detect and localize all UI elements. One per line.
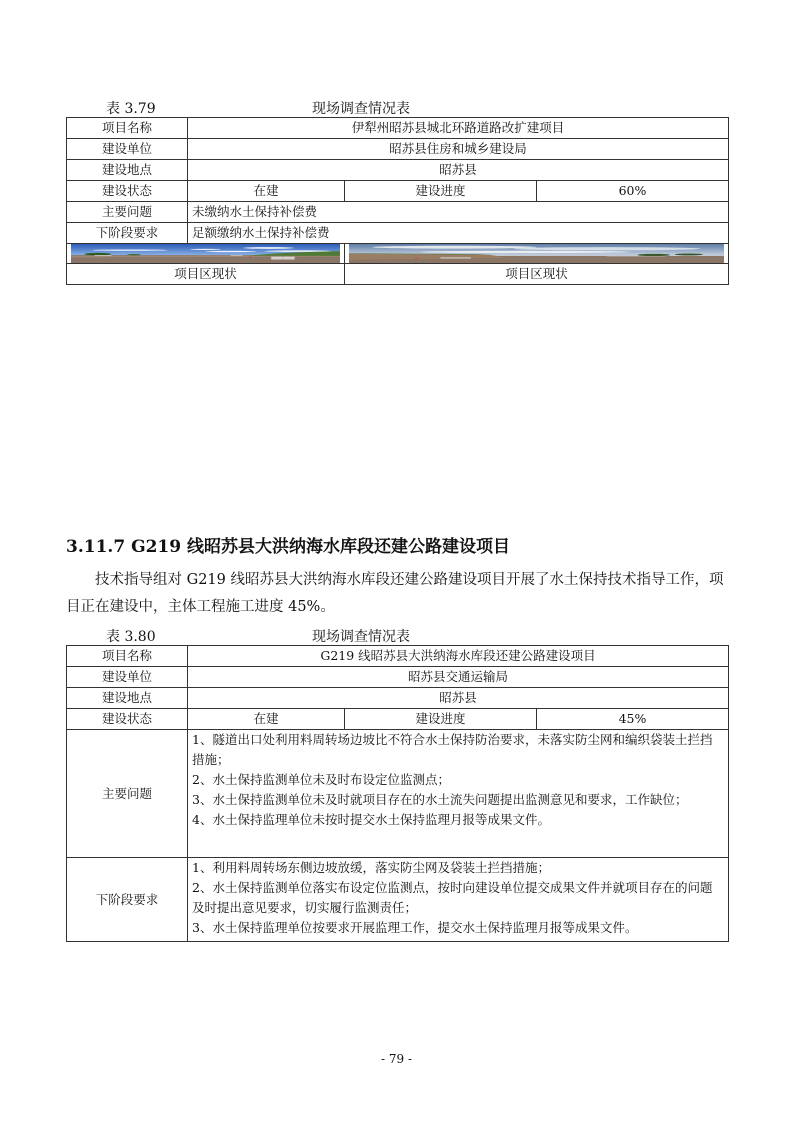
value-project-name: G219 线昭苏县大洪纳海水库段还建公路建设项目 <box>188 646 729 667</box>
paragraph-text: 技术指导组对 G219 线昭苏县大洪纳海水库段还建公路建设项目开展了水土保持技术指导工作，项目正在建设中，主体工程施工进度 45%。 <box>66 572 724 615</box>
table-title: 现场调查情况表 <box>312 101 410 117</box>
label-project-name: 项目名称 <box>67 646 188 667</box>
label-main-issues: 主要问题 <box>67 730 188 858</box>
table-title: 现场调查情况表 <box>312 629 410 645</box>
issue-item: 3、水土保持监测单位未及时就项目存在的水土流失问题提出监测意见和要求，工作缺位； <box>192 792 688 807</box>
value-site: 昭苏县 <box>188 160 729 181</box>
label-status: 建设状态 <box>67 709 188 730</box>
label-main-issues: 主要问题 <box>67 202 188 223</box>
label-site: 建设地点 <box>67 160 188 181</box>
requirement-item: 2、水土保持监测单位落实布设定位监测点，按时向建设单位提交成果文件并就项目存在的问题及时提出意见要求，切实履行监测责任； <box>192 880 713 915</box>
requirement-item: 1、利用料周转场东侧边坡放缓，落实防尘网及袋装土拦挡措施； <box>192 860 550 875</box>
value-construction-unit: 昭苏县住房和城乡建设局 <box>188 139 729 160</box>
table-caption-1 <box>66 98 728 116</box>
survey-table-1 <box>66 117 729 285</box>
label-site: 建设地点 <box>67 688 188 709</box>
issue-item: 4、水土保持监理单位未按时提交水土保持监理月报等成果文件。 <box>192 812 550 827</box>
value-main-issues <box>188 730 729 858</box>
value-progress: 45% <box>537 709 729 730</box>
roadside-slope-photo <box>349 244 724 263</box>
table-caption-2 <box>66 626 728 644</box>
survey-table-2 <box>66 645 729 942</box>
label-construction-unit: 建设单位 <box>67 139 188 160</box>
site-photo-left <box>67 244 345 264</box>
section-heading: 3.11.7 G219 线昭苏县大洪纳海水库段还建公路建设项目 <box>66 537 510 557</box>
table-number: 表 3.80 <box>106 629 156 645</box>
value-progress: 60% <box>537 181 729 202</box>
value-project-name: 伊犁州昭苏县城北环路道路改扩建项目 <box>188 118 729 139</box>
value-next-stage <box>188 858 729 942</box>
label-construction-unit: 建设单位 <box>67 667 188 688</box>
label-next-stage: 下阶段要求 <box>67 858 188 942</box>
label-progress: 建设进度 <box>345 181 537 202</box>
value-status: 在建 <box>188 181 345 202</box>
photo-caption-left: 项目区现状 <box>67 264 345 285</box>
table-number: 表 3.79 <box>106 101 156 117</box>
value-construction-unit: 昭苏县交通运输局 <box>188 667 729 688</box>
road-construction-photo <box>71 244 340 263</box>
page-number: - 79 - <box>380 1052 412 1066</box>
requirement-item: 3、水土保持监理单位按要求开展监理工作，提交水土保持监理月报等成果文件。 <box>192 920 638 935</box>
value-status: 在建 <box>188 709 345 730</box>
value-site: 昭苏县 <box>188 688 729 709</box>
value-main-issues: 未缴纳水土保持补偿费 <box>188 202 729 223</box>
label-progress: 建设进度 <box>345 709 537 730</box>
label-next-stage: 下阶段要求 <box>67 223 188 244</box>
issue-item: 1、隧道出口处利用料周转场边坡比不符合水土保持防治要求，未落实防尘网和编织袋装土拦挡措施； <box>192 732 713 767</box>
label-status: 建设状态 <box>67 181 188 202</box>
label-project-name: 项目名称 <box>67 118 188 139</box>
section-paragraph <box>66 567 728 621</box>
photo-caption-right: 项目区现状 <box>345 264 729 285</box>
site-photo-right <box>345 244 729 264</box>
value-next-stage: 足额缴纳水土保持补偿费 <box>188 223 729 244</box>
issue-item: 2、水土保持监测单位未及时布设定位监测点； <box>192 772 450 787</box>
